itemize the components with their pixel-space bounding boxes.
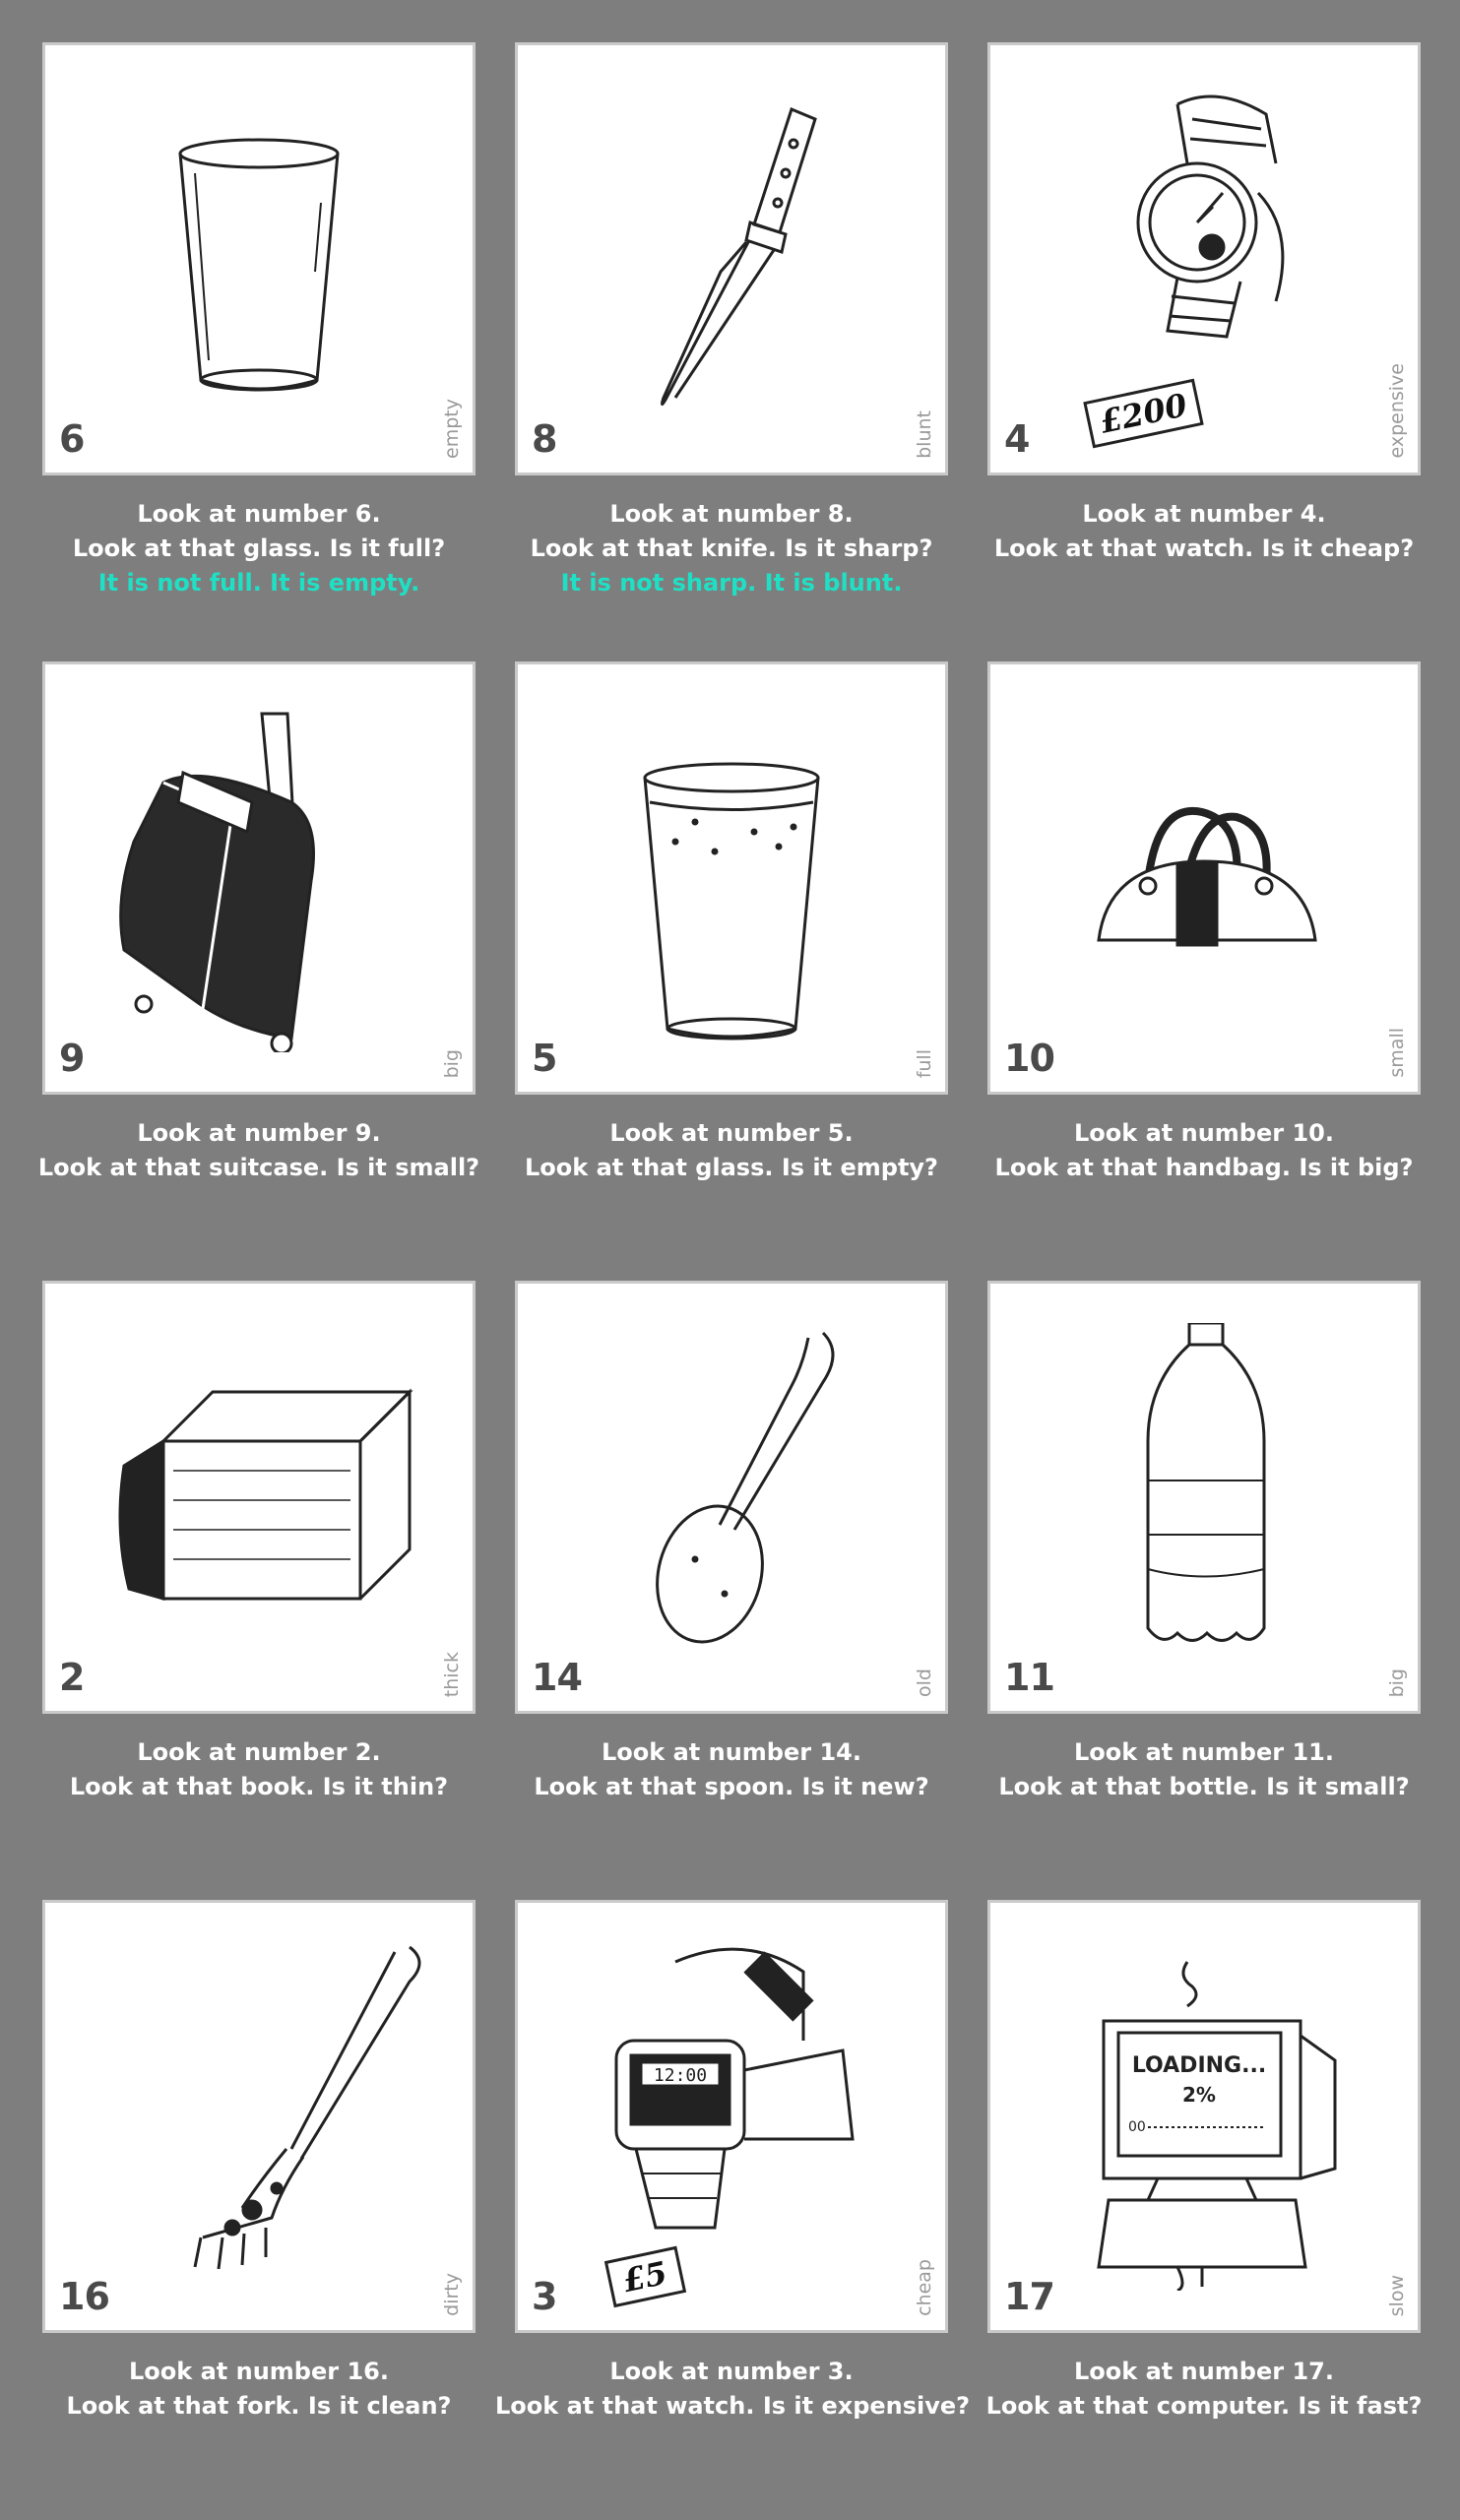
card-number: 8 bbox=[532, 417, 557, 461]
card-adjective: small bbox=[1386, 1028, 1408, 1078]
card-caption bbox=[968, 1735, 1440, 1804]
caption-question: Look at that spoon. Is it new? bbox=[534, 1773, 929, 1800]
bottle-icon bbox=[1030, 1323, 1378, 1671]
card-number: 14 bbox=[532, 1656, 582, 1699]
picture-card bbox=[987, 1900, 1421, 2333]
caption-line: Look at number 9. bbox=[137, 1119, 381, 1147]
caption-line: Look at number 10. bbox=[1074, 1119, 1334, 1147]
card-number: 17 bbox=[1004, 2275, 1054, 2318]
caption-question: Look at that glass. Is it empty? bbox=[525, 1154, 938, 1181]
card-number: 3 bbox=[532, 2275, 557, 2318]
card-adjective: expensive bbox=[1386, 363, 1408, 459]
caption-question: Look at that bottle. Is it small? bbox=[998, 1773, 1410, 1800]
picture-card bbox=[987, 42, 1421, 475]
caption-line: Look at number 14. bbox=[602, 1738, 861, 1766]
picture-card bbox=[42, 1900, 476, 2333]
dirty-fork-icon bbox=[85, 1942, 433, 2291]
card-number: 10 bbox=[1004, 1037, 1054, 1080]
card-caption bbox=[968, 2355, 1440, 2424]
card-adjective: slow bbox=[1386, 2274, 1408, 2316]
card-number: 9 bbox=[59, 1037, 85, 1080]
picture-card bbox=[515, 1281, 948, 1714]
card-adjective: thick bbox=[441, 1651, 463, 1697]
card-caption bbox=[23, 1116, 495, 1185]
card-number: 16 bbox=[59, 2275, 109, 2318]
caption-answer: It is not full. It is empty. bbox=[97, 569, 420, 597]
caption-question: Look at that knife. Is it sharp? bbox=[530, 535, 933, 562]
card-number: 11 bbox=[1004, 1656, 1054, 1699]
caption-line: Look at number 17. bbox=[1074, 2358, 1334, 2385]
thick-book-icon bbox=[85, 1323, 433, 1671]
expensive-watch-icon bbox=[1030, 85, 1378, 433]
price-label: £200 bbox=[1097, 386, 1191, 441]
caption-question: Look at that computer. Is it fast? bbox=[985, 2392, 1423, 2420]
old-spoon-icon bbox=[557, 1323, 906, 1671]
cheap-watch-icon bbox=[557, 1942, 906, 2291]
picture-card bbox=[987, 662, 1421, 1095]
full-glass-icon bbox=[557, 704, 906, 1052]
caption-question: Look at that watch. Is it cheap? bbox=[993, 535, 1415, 562]
picture-card bbox=[42, 1281, 476, 1714]
picture-card bbox=[987, 1281, 1421, 1714]
price-label: £5 bbox=[619, 2253, 670, 2300]
card-adjective: empty bbox=[441, 399, 463, 459]
caption-question: Look at that book. Is it thin? bbox=[69, 1773, 449, 1800]
card-adjective: old bbox=[914, 1669, 935, 1697]
card-caption bbox=[495, 2355, 971, 2424]
card-adjective: dirty bbox=[441, 2273, 463, 2316]
screen-percent-text: 2% bbox=[1182, 2083, 1216, 2107]
caption-line: Look at number 8. bbox=[609, 500, 854, 528]
picture-card bbox=[515, 42, 948, 475]
handbag-icon bbox=[1030, 704, 1378, 1052]
card-number: 4 bbox=[1004, 417, 1030, 461]
card-adjective: big bbox=[1386, 1668, 1408, 1697]
card-adjective: cheap bbox=[914, 2259, 935, 2316]
card-caption bbox=[495, 1116, 968, 1185]
card-caption bbox=[23, 1735, 495, 1804]
caption-line: Look at number 16. bbox=[129, 2358, 389, 2385]
card-caption bbox=[968, 497, 1440, 566]
card-adjective: blunt bbox=[914, 410, 935, 459]
card-caption bbox=[968, 1116, 1440, 1185]
caption-question: Look at that glass. Is it full? bbox=[72, 535, 446, 562]
caption-line: Look at number 5. bbox=[609, 1119, 854, 1147]
suitcase-icon bbox=[85, 704, 433, 1052]
card-number: 5 bbox=[532, 1037, 557, 1080]
caption-line: Look at number 3. bbox=[609, 2358, 854, 2385]
card-caption bbox=[495, 497, 968, 600]
card-caption bbox=[495, 1735, 968, 1804]
caption-question: Look at that watch. Is it expensive? bbox=[495, 2392, 971, 2420]
card-caption bbox=[23, 2355, 495, 2424]
watch-display: 12:00 bbox=[653, 2065, 708, 2086]
picture-card bbox=[42, 662, 476, 1095]
slow-computer-icon bbox=[1030, 1942, 1378, 2291]
card-caption bbox=[23, 497, 495, 600]
empty-glass-icon bbox=[85, 85, 433, 433]
picture-card bbox=[42, 42, 476, 475]
caption-line: Look at number 2. bbox=[137, 1738, 381, 1766]
blunt-knife-icon bbox=[557, 85, 906, 433]
caption-question: Look at that handbag. Is it big? bbox=[994, 1154, 1414, 1181]
caption-line: Look at number 11. bbox=[1074, 1738, 1334, 1766]
screen-loading-text: LOADING... bbox=[1131, 2053, 1267, 2078]
caption-line: Look at number 6. bbox=[137, 500, 381, 528]
caption-answer: It is not sharp. It is blunt. bbox=[560, 569, 903, 597]
card-adjective: big bbox=[441, 1048, 463, 1078]
card-adjective: full bbox=[914, 1048, 935, 1078]
card-number: 6 bbox=[59, 417, 85, 461]
screen-progress-text: 00 bbox=[1128, 2119, 1146, 2135]
caption-question: Look at that fork. Is it clean? bbox=[66, 2392, 452, 2420]
caption-question: Look at that suitcase. Is it small? bbox=[37, 1154, 480, 1181]
caption-line: Look at number 4. bbox=[1082, 500, 1326, 528]
picture-card bbox=[515, 662, 948, 1095]
picture-card bbox=[515, 1900, 948, 2333]
card-number: 2 bbox=[59, 1656, 85, 1699]
